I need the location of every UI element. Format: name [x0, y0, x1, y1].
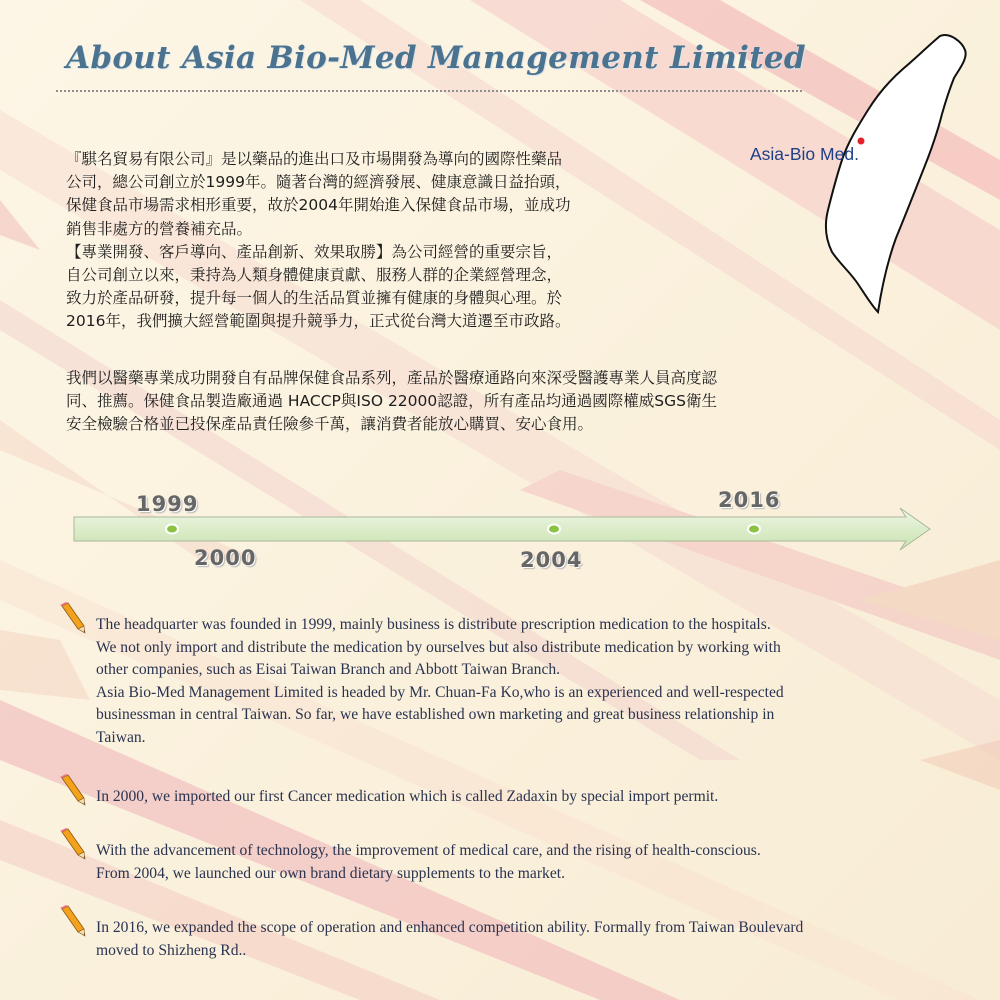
list-item	[58, 774, 948, 809]
timeline-year-2016: 2016	[718, 488, 781, 512]
list-item	[58, 602, 948, 750]
text-line: 自公司創立以來，秉持為人類身體健康貢獻、服務人群的企業經營理念，	[66, 266, 563, 285]
text-line: From 2004, we launched our own brand dietary supplements to the market.	[96, 864, 566, 882]
list-item	[58, 828, 948, 885]
chinese-intro-paragraph	[66, 148, 746, 334]
timeline-year-2000: 2000	[194, 546, 257, 570]
taiwan-map-icon	[820, 28, 970, 323]
text-line: businessman in central Taiwan. So far, we have established own marketing and great business relationship in	[96, 706, 775, 724]
map-label: Asia-Bio Med.	[750, 144, 859, 164]
list-item	[58, 905, 948, 962]
pencil-icon	[58, 774, 88, 806]
timeline-dot-2004	[548, 525, 560, 534]
text-line: other companies, such as Eisai Taiwan Branch and Abbott Taiwan Branch.	[96, 661, 561, 679]
chinese-product-paragraph	[66, 367, 936, 437]
text-line: With the advancement of technology, the improvement of medical care, and the rising of health-conscious.	[96, 842, 761, 860]
text-line: 保健食品市場需求相形重要，故於2004年開始進入保健食品市場，並成功	[66, 196, 571, 215]
pencil-icon	[58, 828, 88, 860]
text-line: 公司，總公司創立於1999年。隨著台灣的經濟發展、健康意識日益抬頭，	[66, 173, 571, 192]
text-line: 2016年，我們擴大經營範圍與提升競爭力，正式從台灣大道遷至市政路。	[66, 312, 571, 331]
text-line: In 2016, we expanded the scope of operation and enhanced competition ability. Formally from Taiwan Boulevard	[96, 919, 804, 937]
timeline-year-1999: 1999	[136, 492, 199, 516]
text-line: Asia Bio-Med Management Limited is headed by Mr. Chuan-Fa Ko,who is an experienced and well-respected	[96, 683, 784, 701]
text-line: In 2000, we imported our first Cancer medication which is called Zadaxin by special import permit.	[96, 787, 719, 805]
pencil-icon	[58, 905, 88, 937]
text-line: 我們以醫藥專業成功開發自有品牌保健食品系列，產品於醫療通路向來深受醫護專業人員高度認	[66, 369, 718, 387]
text-line: 銷售非處方的營養補充品。	[66, 219, 253, 238]
text-line: 同、推薦。保健食品製造廠通過 HACCP與ISO 22000認證，所有產品均通過國際權威SGS衛生	[66, 392, 717, 411]
text-line: 【專業開發、客戶導向、產品創新、效果取勝】為公司經營的重要宗旨，	[66, 242, 563, 261]
timeline-year-2004: 2004	[520, 548, 583, 572]
english-history-list	[58, 602, 948, 963]
text-line: 致力於產品研發，提升每一個人的生活品質並擁有健康的身體與心理。於	[66, 289, 563, 308]
timeline-dot-2016	[748, 525, 760, 534]
text-line: 安全檢驗合格並已投保產品責任險參千萬，讓消費者能放心購買、安心食用。	[66, 415, 594, 434]
text-line: Taiwan.	[96, 728, 146, 746]
text-line: moved to Shizheng Rd..	[96, 941, 247, 959]
title-divider	[56, 90, 802, 92]
company-timeline	[68, 488, 938, 578]
text-line: The headquarter was founded in 1999, mainly business is distribute prescription medication to the hospitals.	[96, 616, 771, 633]
page-title: About Asia Bio-Med Management Limited	[66, 40, 806, 76]
text-line: 『騏名貿易有限公司』是以藥品的進出口及市場開發為導向的國際性藥品	[66, 150, 563, 168]
text-line: We not only import and distribute the medication by ourselves but also distribute medication by working with	[96, 638, 781, 656]
timeline-dot-1999	[166, 525, 178, 534]
pencil-icon	[58, 602, 88, 634]
